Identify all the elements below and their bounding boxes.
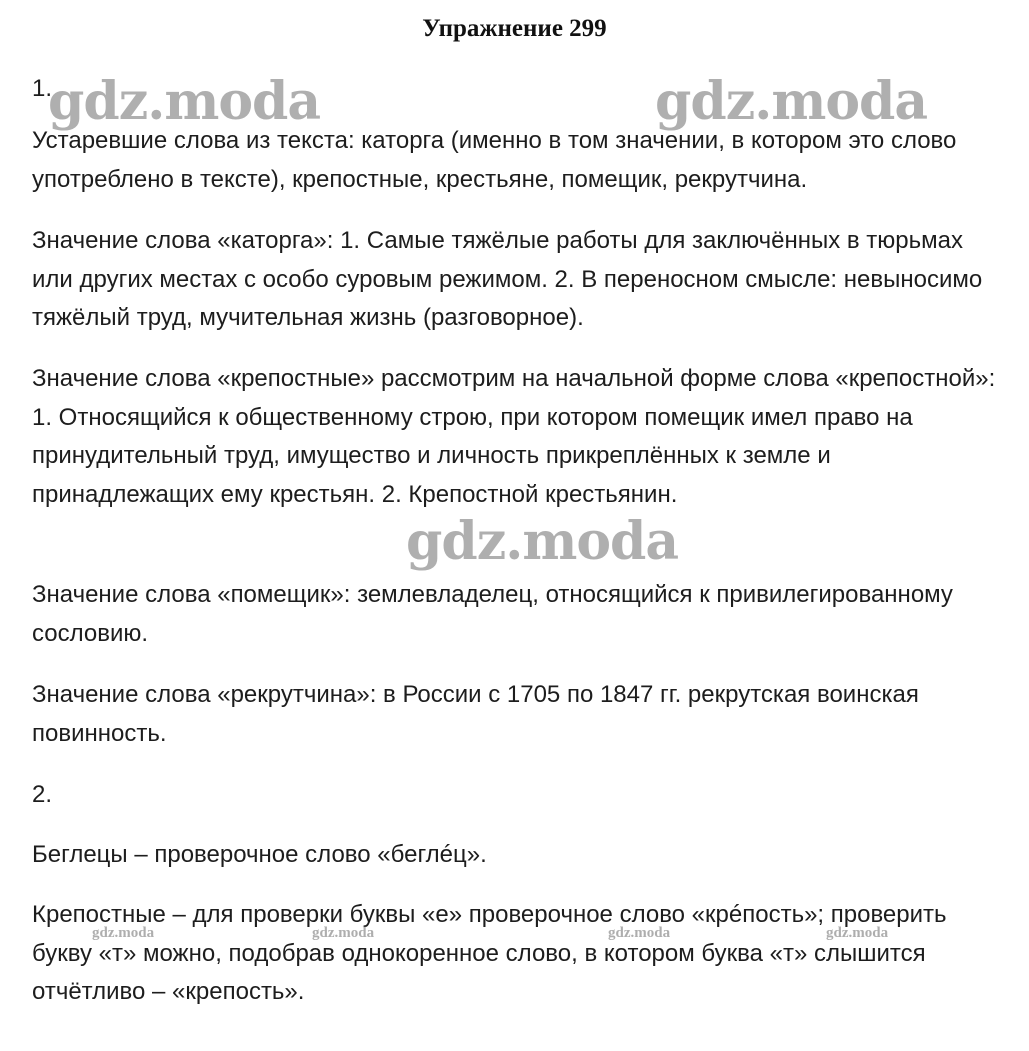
watermark-logo: gdz.moda — [655, 71, 928, 132]
paragraph-obsolete-words: Устаревшие слова из текста: каторга (именно в том значении, в котором это слово употреблено в тексте), крепостные, крестьяне, помещик, рекрутчина. — [32, 127, 957, 193]
section-marker: 1. — [32, 75, 53, 102]
paragraph-katorga-meaning: Значение слова «каторга»: 1. Самые тяжёлые работы для заключённых в тюрьмах или других местах с особо суровым режимом. 2. В переносном смысле: невыносимо тяжёлый труд, мучительная жизнь (разговорное). — [32, 227, 983, 331]
paragraph-rekrutchina-meaning: Значение слова «рекрутчина»: в России с 1705 по 1847 гг. рекрутская воинская повинность. — [32, 681, 919, 747]
section-1-marker — [32, 70, 1007, 109]
paragraph-krepostnye-check: Крепостные – для проверки буквы «е» проверочное слово «крéпость»; проверить букву «т» можно, подобрав однокоренное слово, в котором буква «т» слышится отчётливо – «крепость». — [32, 901, 947, 1005]
paragraph-krepostnye-meaning: Значение слова «крепостные» рассмотрим на начальной форме слова «крепостной»: 1. Относящийся к общественному строю, при котором помещик имел право на принудительный труд, имущество и личность прикреплённых к земле и принадлежащих ему крестьян. 2. Крепостной крестьянин. — [32, 365, 996, 508]
watermark-logo: gdz.moda — [48, 71, 321, 132]
watermark-small: gdz.moda — [826, 925, 889, 941]
paragraph-beglecy-check: Беглецы – проверочное слово «беглéц». — [32, 841, 487, 868]
watermark-small: gdz.moda — [312, 925, 375, 941]
section-2-marker — [32, 776, 1007, 815]
watermark-small: gdz.moda — [92, 925, 155, 941]
section-marker: 2. — [32, 781, 53, 808]
watermark-small: gdz.moda — [608, 925, 671, 941]
exercise-title: Упражнение 299 — [422, 15, 607, 42]
watermark-logo: gdz.moda — [406, 511, 679, 572]
paragraph-pomeshchik-meaning: Значение слова «помещик»: землевладелец, относящийся к привилегированному сословию. — [32, 581, 953, 647]
